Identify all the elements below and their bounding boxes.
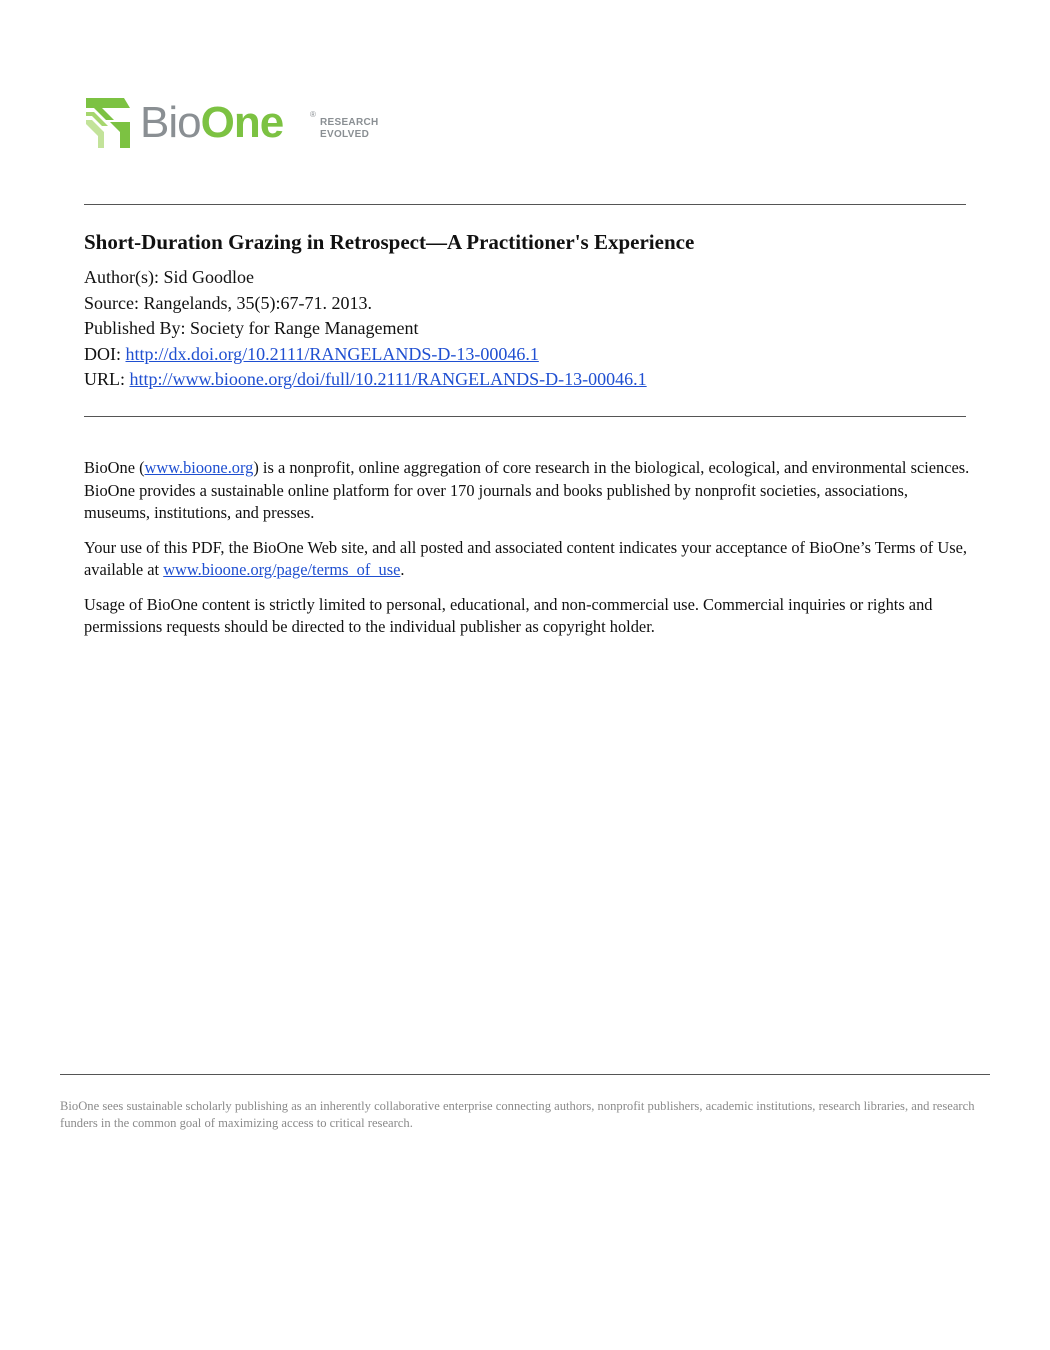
bioone-logo: [84, 96, 404, 152]
bioone-home-link[interactable]: www.bioone.org: [144, 458, 254, 477]
footer-text: BioOne sees sustainable scholarly publishing as an inherently collaborative enterprise connecting authors, nonprofit publishers, academic institutions, research libraries, and research funders in the common goal of maximizing access to critical research.: [60, 1099, 975, 1130]
doi-link[interactable]: http://dx.doi.org/10.2111/RANGELANDS-D-13-00046.1: [125, 343, 539, 364]
logo-word-bio: Bio: [140, 98, 201, 147]
doi-line: [84, 342, 966, 368]
publisher-line: [84, 316, 966, 342]
author-line: [84, 265, 966, 291]
about-paragraph: [84, 457, 974, 525]
source-value: Rangelands, 35(5):67-71. 2013.: [143, 292, 372, 313]
publisher-value: Society for Range Management: [190, 318, 419, 338]
logo-word-one: One: [200, 98, 284, 147]
top-divider: [84, 204, 966, 205]
url-label: URL:: [84, 369, 130, 389]
usage-paragraph: Usage of BioOne content is strictly limited to personal, educational, and non-commercial use. Commercial inquiries or rights and permissions requests should be directed to the individual publisher as copyright holder.: [84, 594, 933, 636]
terms-text-start: Your use of this PDF, the BioOne Web site, and all posted and associated content indicates your acceptance of BioOne’s Terms of Use, available at: [84, 537, 967, 579]
author-label: Author(s):: [84, 267, 164, 287]
url-line: [84, 367, 966, 393]
terms-text-end: .: [400, 560, 405, 579]
terms-paragraph: [84, 537, 974, 582]
logo-tagline-line1: RESEARCH: [320, 117, 379, 128]
terms-of-use-link[interactable]: www.bioone.org/page/terms_of_use: [163, 560, 401, 579]
about-text-end: ) is a nonprofit, online aggregation of core research in the biological, ecological, and environmental sciences. BioOne provides a sustainable online platform for over 170 journals and books published by nonprofit societies, associations, museums, institutions, and presses.: [84, 458, 970, 522]
about-text-start: BioOne (: [84, 458, 145, 477]
doi-label: DOI:: [84, 343, 126, 364]
source-line: [84, 291, 966, 317]
logo-registered-mark: ®: [310, 110, 316, 119]
logo-wordmark: [140, 98, 283, 148]
bioone-notice: [84, 457, 974, 651]
publisher-label: Published By:: [84, 318, 191, 338]
middle-divider: [84, 416, 966, 417]
bioone-leaf-logo-icon: [84, 98, 132, 148]
article-metadata: [84, 265, 966, 393]
url-link[interactable]: http://www.bioone.org/doi/full/10.2111/RANGELANDS-D-13-00046.1: [129, 369, 647, 389]
logo-tagline: [320, 117, 379, 141]
author-name: Sid Goodloe: [163, 267, 255, 287]
source-label: Source:: [84, 292, 144, 313]
logo-tagline-line2: EVOLVED: [320, 129, 370, 140]
article-title: Short-Duration Grazing in Retrospect—A Practitioner's Experience: [84, 230, 695, 254]
footer-divider: [60, 1074, 990, 1075]
